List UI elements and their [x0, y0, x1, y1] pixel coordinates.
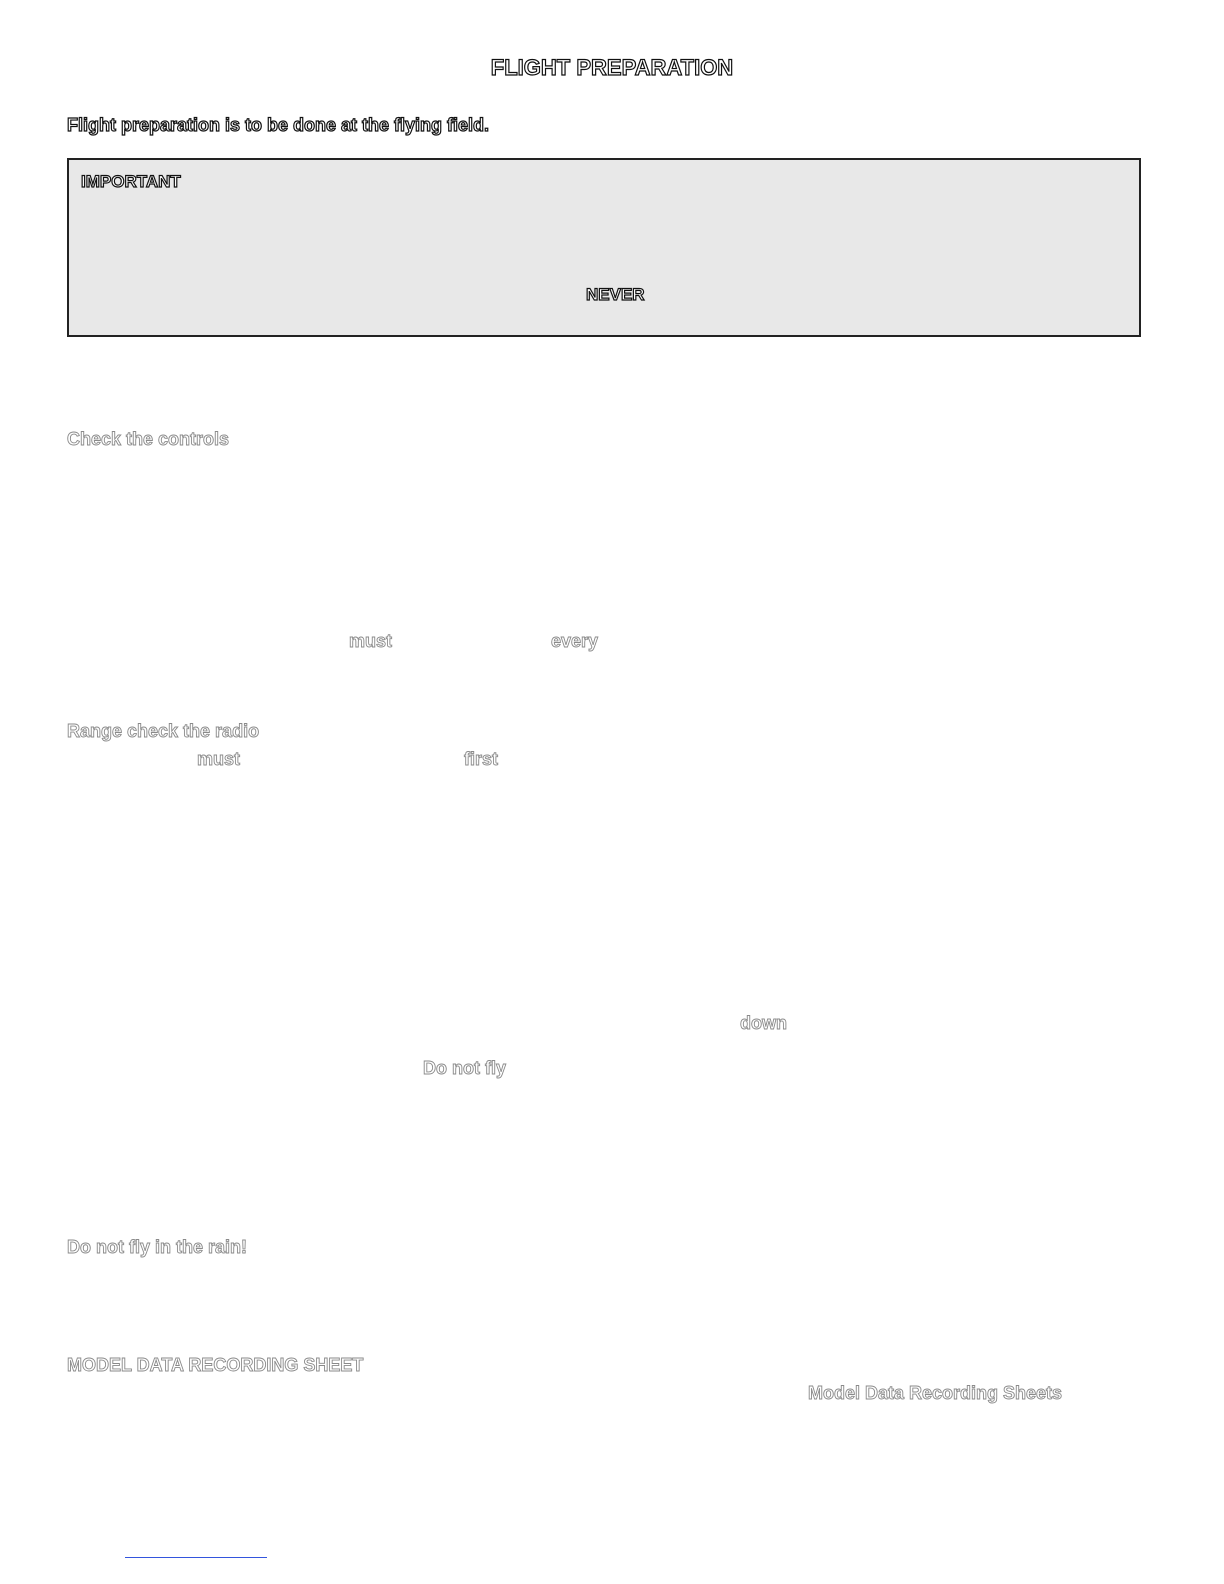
check-controls-heading: Check the controls	[67, 429, 230, 449]
page-title: FLIGHT PREPARATION	[490, 55, 734, 80]
intro-text: Flight preparation is to be done at the flying field.	[67, 115, 490, 135]
model-data-sheets-reference: Model Data Recording Sheets	[808, 1383, 1063, 1403]
rain-warning-heading: Do not fly in the rain!	[67, 1237, 247, 1257]
must-emphasis-range: must	[197, 749, 241, 769]
important-label: IMPORTANT	[81, 172, 181, 191]
every-emphasis: every	[551, 631, 599, 651]
first-emphasis: first	[464, 749, 499, 769]
range-check-heading: Range check the radio	[67, 721, 260, 741]
never-emphasis: NEVER	[586, 285, 645, 304]
do-not-fly-emphasis: Do not fly	[423, 1058, 506, 1078]
must-emphasis: must	[349, 631, 393, 651]
hyperlink-underline[interactable]	[125, 1557, 267, 1558]
model-data-heading: MODEL DATA RECORDING SHEET	[67, 1355, 364, 1375]
down-emphasis: down	[740, 1013, 787, 1033]
important-notice-box	[67, 158, 1141, 337]
